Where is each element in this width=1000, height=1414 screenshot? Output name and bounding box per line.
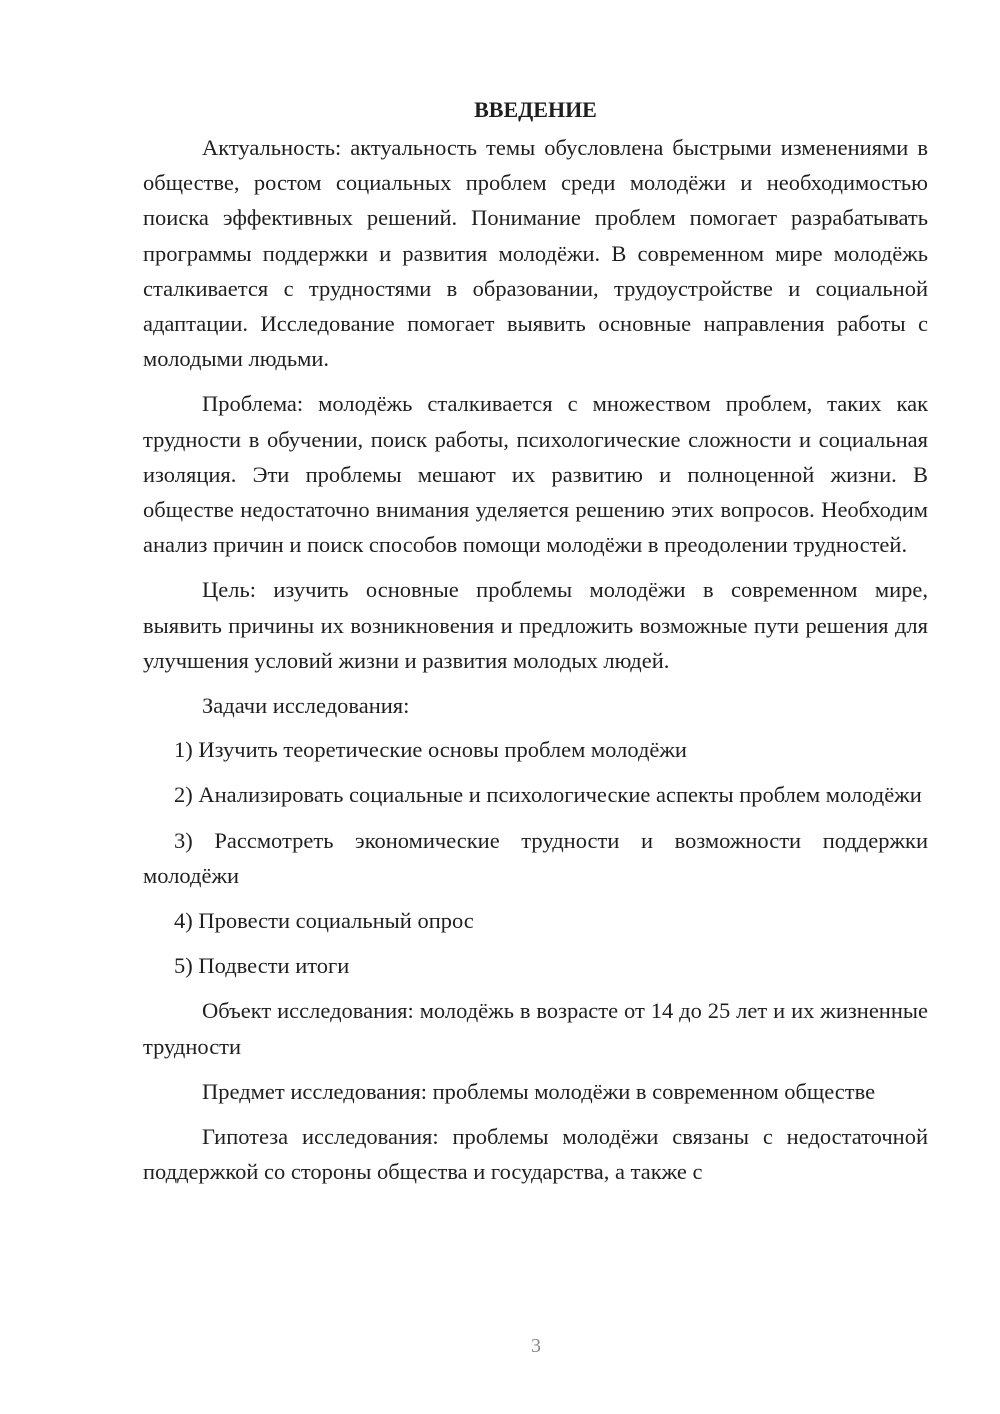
- task-item-2: 2) Анализировать социальные и психологические аспекты проблем молодёжи: [174, 782, 922, 808]
- page-content: [143, 95, 928, 1199]
- task-item-5: 5) Подвести итоги: [174, 953, 350, 979]
- page-title: ВВЕДЕНИЕ: [474, 97, 597, 122]
- object-paragraph: Объект исследования: молодёжь в возрасте от 14 до 25 лет и их жизненные трудности: [143, 998, 928, 1059]
- problem-paragraph: Проблема: молодёжь сталкивается с множеством проблем, таких как трудности в обучении, поиск работы, психологические сложности и социальная изоляция. Эти проблемы мешают их развитию и полноценной жизни. В обществе недостаточно внимания уделяется решению этих вопросов. Необходим анализ причин и поиск способов помощи молодёжи в преодолении трудностей.: [143, 391, 928, 558]
- task-item-3: 3) Рассмотреть экономические трудности и возможности поддержки молодёжи: [143, 827, 928, 888]
- task-item-4: 4) Провести социальный опрос: [174, 908, 474, 934]
- task-item-1: 1) Изучить теоретические основы проблем молодёжи: [174, 737, 687, 763]
- tasks-heading: Задачи исследования:: [202, 693, 410, 719]
- relevance-paragraph: Актуальность: актуальность темы обусловлена быстрыми изменениями в обществе, ростом социальных проблем среди молодёжи и необходимостью поиска эффективных решений. Понимание проблем помогает разрабатывать программы поддержки и развития молодёжи. В современном мире молодёжь сталкивается с трудностями в образовании, трудоустройстве и социальной адаптации. Исследование помогает выявить основные направления работы с молодыми людьми.: [143, 135, 928, 372]
- hypothesis-paragraph: Гипотеза исследования: проблемы молодёжи связаны с недостаточной поддержкой со стороны общества и государства, а также с: [143, 1124, 928, 1185]
- page-number: 3: [531, 1335, 541, 1357]
- subject-paragraph: Предмет исследования: проблемы молодёжи в современном обществе: [202, 1078, 876, 1104]
- goal-paragraph: Цель: изучить основные проблемы молодёжи в современном мире, выявить причины их возникновения и предложить возможные пути решения для улучшения условий жизни и развития молодых людей.: [143, 577, 928, 673]
